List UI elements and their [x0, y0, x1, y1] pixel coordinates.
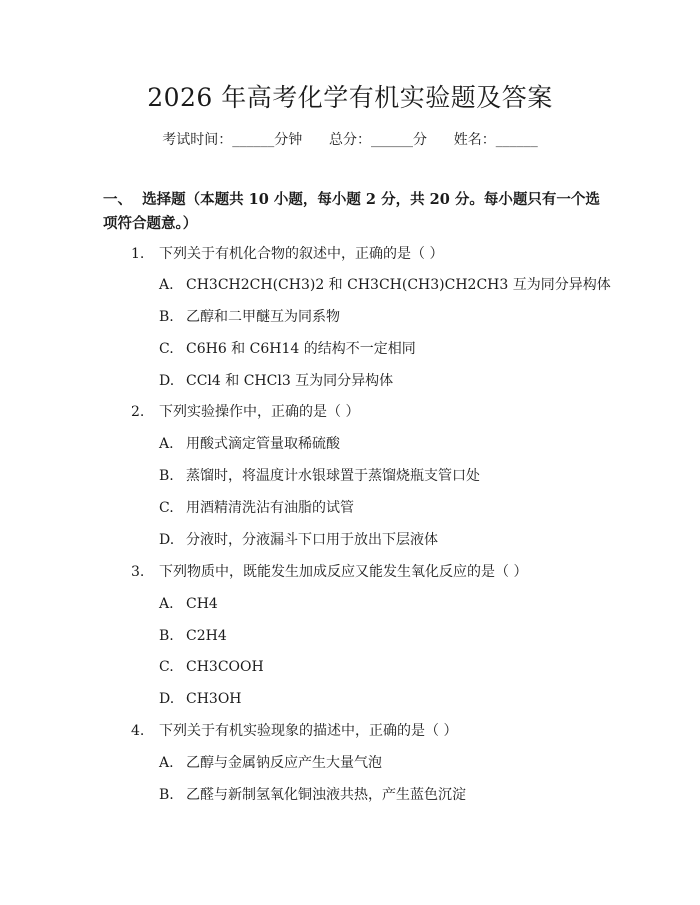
question-text: 下列实验操作中，正确的是（ ） [159, 404, 360, 420]
score-blank: ______ [371, 132, 413, 148]
option-letter: B. [159, 787, 174, 803]
score-unit: 分 [413, 132, 427, 148]
option-letter: C. [159, 659, 174, 675]
option-letter: D. [159, 532, 175, 548]
option-text: 蒸馏时，将温度计水银球置于蒸馏烧瓶支管口处 [186, 468, 480, 484]
question-text: 下列关于有机实验现象的描述中，正确的是（ ） [159, 723, 458, 739]
option-letter: A. [159, 436, 174, 452]
option-4a [0, 753, 700, 773]
question-number: 4. [131, 723, 145, 739]
name-label: 姓名： [453, 132, 496, 148]
question-4 [0, 721, 700, 741]
question-2 [0, 402, 700, 422]
option-3d [0, 689, 700, 709]
option-2d [0, 530, 700, 550]
option-1b [0, 307, 700, 327]
option-1d [0, 371, 700, 391]
question-3 [0, 562, 700, 582]
option-3b [0, 626, 700, 646]
section-number: 一、 [103, 191, 132, 208]
option-text: 乙醛与新制氢氧化铜浊液共热，产生蓝色沉淀 [186, 787, 466, 803]
section-heading-text: 选择题（本题共 10 小题，每小题 2 分，共 20 分。每小题只有一个选项符合题意。） [103, 191, 600, 232]
option-text: 用酒精清洗沾有油脂的试管 [186, 500, 354, 516]
option-text: C6H6 和 C6H14 的结构不一定相同 [186, 341, 416, 357]
name-blank: ______ [495, 132, 538, 148]
option-letter: C. [159, 341, 174, 357]
option-4b [0, 785, 700, 805]
question-1 [0, 244, 700, 264]
question-text: 下列物质中，既能发生加成反应又能发生氧化反应的是（ ） [159, 564, 528, 580]
option-letter: C. [159, 500, 174, 516]
exam-meta-line [0, 130, 700, 150]
question-text: 下列关于有机化合物的叙述中，正确的是（ ） [159, 246, 444, 262]
option-text: 乙醇和二甲醚互为同系物 [186, 309, 340, 325]
option-text: CCl4 和 CHCl3 互为同分异构体 [186, 373, 394, 389]
option-1a [0, 275, 700, 295]
option-text: CH3OH [186, 691, 242, 707]
option-2a [0, 434, 700, 454]
option-letter: B. [159, 309, 174, 325]
option-text: CH4 [186, 596, 218, 612]
score-label: 总分： [329, 132, 371, 148]
option-text: C2H4 [186, 628, 227, 644]
option-letter: D. [159, 373, 175, 389]
section-heading [103, 188, 603, 236]
option-letter: A. [159, 755, 174, 771]
question-number: 3. [131, 564, 145, 580]
option-3a [0, 594, 700, 614]
option-text: 乙醇与金属钠反应产生大量气泡 [186, 755, 382, 771]
time-blank: ______ [232, 132, 275, 148]
option-text: CH3COOH [186, 659, 264, 675]
option-text: 用酸式滴定管量取稀硫酸 [186, 436, 340, 452]
time-unit: 分钟 [274, 132, 303, 148]
page-title: 2026 年高考化学有机实验题及答案 [147, 83, 553, 112]
option-letter: B. [159, 628, 174, 644]
option-letter: A. [159, 596, 174, 612]
option-letter: D. [159, 691, 175, 707]
option-letter: A. [159, 277, 174, 293]
time-label: 考试时间： [162, 132, 233, 148]
option-letter: B. [159, 468, 174, 484]
option-2c [0, 498, 700, 518]
question-number: 1. [131, 246, 145, 262]
option-1c [0, 339, 700, 359]
option-text: 分液时，分液漏斗下口用于放出下层液体 [186, 532, 438, 548]
option-text: CH3CH2CH(CH3)2 和 CH3CH(CH3)CH2CH3 互为同分异构体 [186, 277, 611, 293]
option-3c [0, 657, 700, 677]
question-number: 2. [131, 404, 145, 420]
option-2b [0, 466, 700, 486]
